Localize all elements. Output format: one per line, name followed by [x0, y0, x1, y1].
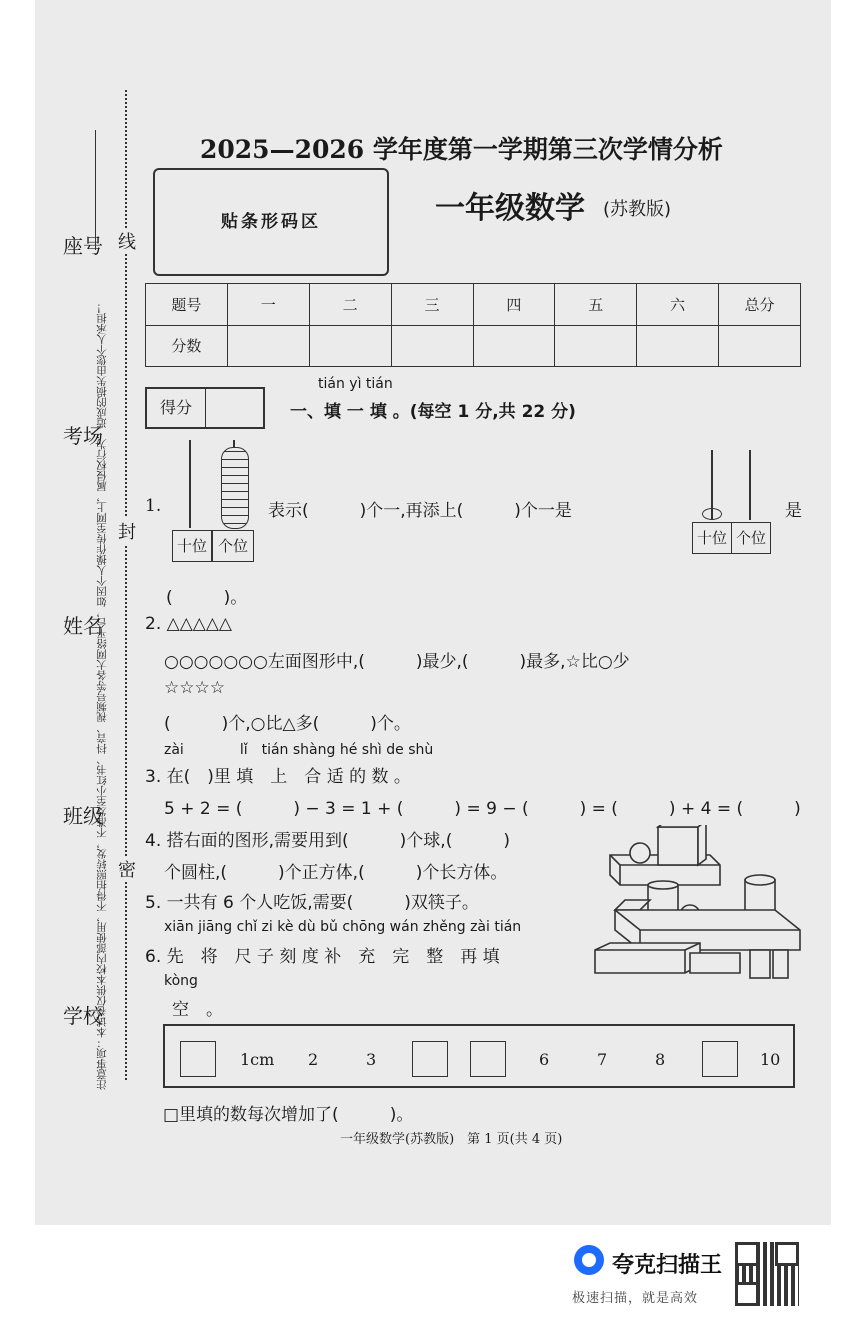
class-label: 班级: [63, 804, 103, 828]
abacus-bead: [702, 508, 722, 520]
score-input[interactable]: [555, 325, 637, 367]
edition-label: (苏教版): [603, 199, 672, 220]
line-char: 线: [118, 228, 136, 254]
brand-name: 夸克扫描王: [612, 1253, 723, 1278]
defen-label: 得分: [147, 389, 206, 427]
score-table-score-row: [146, 325, 801, 367]
score-table-cell: 四: [473, 284, 555, 326]
ruler-mark: 2: [308, 1050, 319, 1069]
q2-line4: ( )个,○比△多( )个。: [164, 714, 411, 734]
tens-label: 十位: [172, 530, 212, 562]
exam-room-label: 考场: [63, 424, 103, 448]
section-pinyin: tián yì tián: [318, 376, 393, 392]
ruler-mark: 8: [655, 1050, 666, 1069]
ruler-mark: 3: [366, 1050, 377, 1069]
score-input[interactable]: [719, 325, 801, 367]
ruler-blank[interactable]: [180, 1041, 216, 1077]
q2-line1: 2. △△△△△: [145, 614, 232, 634]
q3-pinyin: zài lǐ tián shàng hé shì de shù: [164, 742, 434, 758]
ruler-mark: 10: [760, 1050, 781, 1069]
score-table-cell: 题号: [146, 284, 228, 326]
abacus-pole-ones: [749, 450, 751, 520]
score-table-cell: 总分: [719, 284, 801, 326]
score-table-cell: 五: [555, 284, 637, 326]
q6-text2: 空 。: [172, 1000, 223, 1020]
secret-char: 密: [118, 856, 136, 882]
score-table-cell: 二: [309, 284, 391, 326]
q1-text: 表示( )个一,再添上( )个一是: [268, 501, 572, 521]
school-label: 学校: [63, 1004, 103, 1028]
barcode-label: 贴条形码区: [221, 212, 321, 232]
page-footer: 一年级数学(苏教版) 第 1 页(共 4 页): [340, 1132, 563, 1147]
ball: [630, 843, 650, 863]
score-input[interactable]: [309, 325, 391, 367]
notice-text: 注意事项：本试卷仅供本校内部使用，不得拍照转发，不准发至小红书、抖音、视频号等各大网络平台，如因个人操作传至网上，属侵权行为，造成的损失由您个人承担！: [96, 302, 108, 1090]
score-table-cell: 一: [227, 284, 309, 326]
q1-continued: ( )。: [166, 588, 248, 608]
ones-label: 个位: [212, 530, 254, 562]
section-heading: 一、填 一 填 。(每空 1 分,共 22 分): [290, 402, 576, 422]
q6-pinyin2: kòng: [164, 973, 198, 989]
q6-after: □里填的数每次增加了( )。: [163, 1105, 414, 1125]
score-table: [145, 283, 801, 367]
cylinder-small: [750, 950, 770, 978]
q4-line2: 个圆柱,( )个正方体,( )个长方体。: [164, 863, 508, 883]
abacus-pole-tens: [189, 440, 191, 528]
name-label: 姓名: [63, 614, 103, 638]
q4-line1: 4. 搭右面的图形,需要用到( )个球,( ): [145, 831, 510, 851]
qr-code-icon: [735, 1242, 799, 1306]
q6-text: 6. 先 将 尺 子 刻 度 补 充 完 整 再 填: [145, 947, 500, 967]
section-score-box: [145, 387, 265, 429]
score-input[interactable]: [637, 325, 719, 367]
ruler-mark: 1cm: [240, 1050, 275, 1069]
q3-text: 3. 在( )里 填 上 合 适 的 数 。: [145, 767, 411, 787]
q1-number: 1.: [145, 496, 162, 516]
score-table-cell: 分数: [146, 325, 228, 367]
q3-equation: 5 + 2 = ( ) − 3 = 1 + ( ) = 9 − ( ) = ( ) + 4 = ( ): [164, 799, 801, 819]
seat-label: 座号: [63, 234, 103, 258]
blocks-figure: [590, 825, 805, 995]
score-input[interactable]: [227, 325, 309, 367]
ruler-mark: 7: [597, 1050, 608, 1069]
score-table-cell: 六: [637, 284, 719, 326]
ruler-blank[interactable]: [412, 1041, 448, 1077]
subject-title: 一年级数学: [435, 191, 585, 226]
score-input[interactable]: [473, 325, 555, 367]
q5-text: 5. 一共有 6 个人吃饭,需要( )双筷子。: [145, 893, 479, 913]
brand-slogan: 极速扫描，就是高效: [572, 1291, 699, 1306]
exam-title: 2025—2026 学年度第一学期第三次学情分析: [200, 135, 723, 164]
barcode-area: [153, 168, 389, 276]
score-table-cell: 三: [391, 284, 473, 326]
q2-line3: ☆☆☆☆: [164, 678, 225, 698]
q6-pinyin: xiān jiāng chǐ zi kè dù bǔ chōng wán zhěng zài tián: [164, 919, 522, 935]
tens-label: 十位: [692, 522, 732, 554]
quark-logo-icon: [574, 1245, 604, 1275]
ones-label: 个位: [731, 522, 771, 554]
score-table-header-row: [146, 284, 801, 326]
seal-char: 封: [118, 518, 136, 544]
ruler-blank[interactable]: [470, 1041, 506, 1077]
score-input[interactable]: [391, 325, 473, 367]
ruler-blank[interactable]: [702, 1041, 738, 1077]
abacus-beads: [221, 447, 249, 529]
q1-tail: 是: [785, 501, 802, 521]
cube: [658, 827, 698, 865]
ruler-mark: 6: [539, 1050, 550, 1069]
q2-line2: ○○○○○○○左面图形中,( )最少,( )最多,☆比○少: [164, 652, 630, 672]
